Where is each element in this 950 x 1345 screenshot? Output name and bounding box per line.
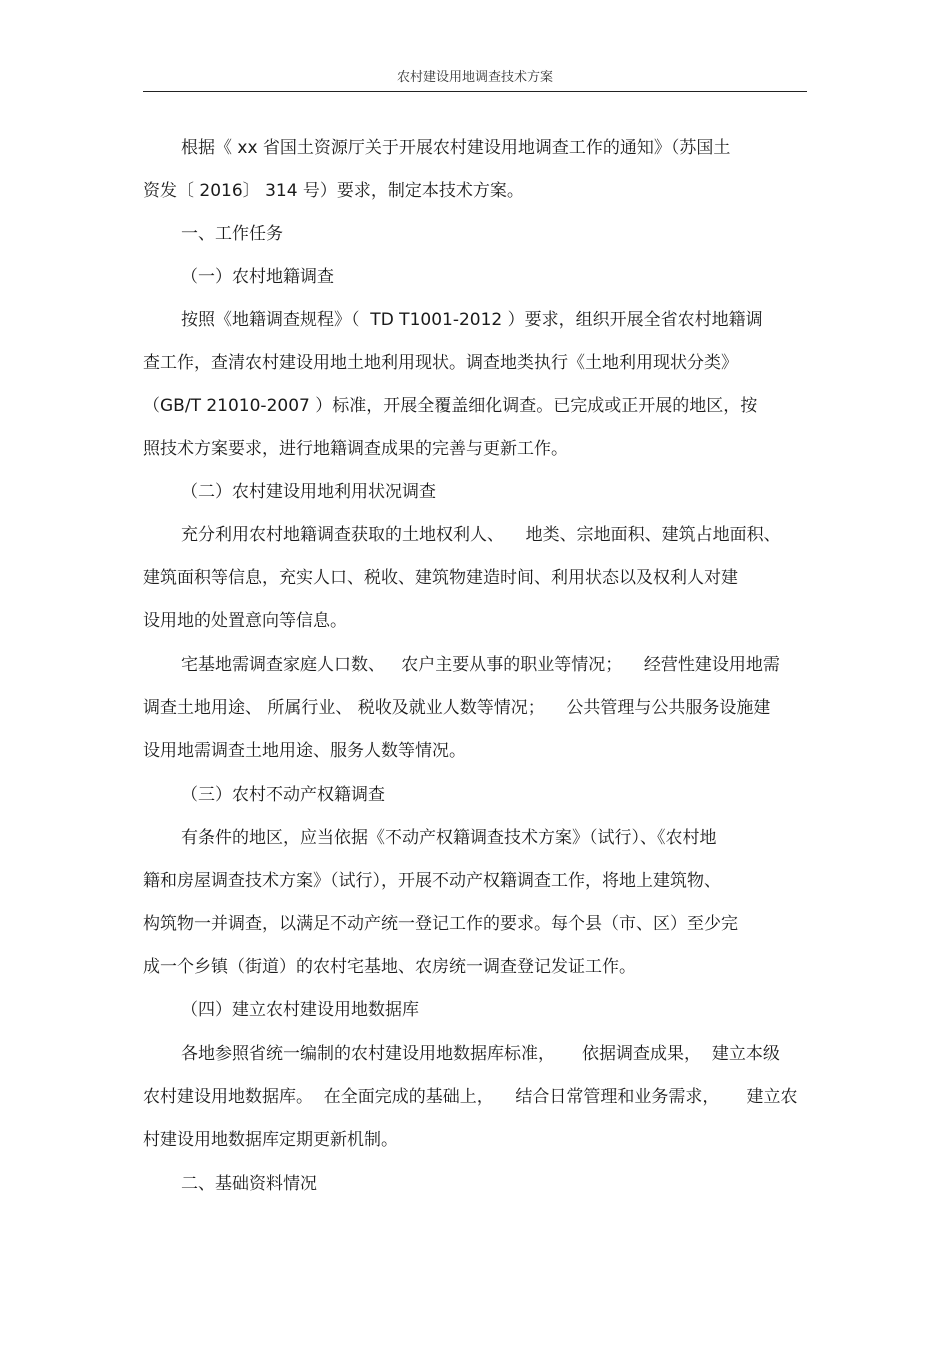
sub1-line-3: （GB/T 21010-2007 ）标准，开展全覆盖细化调查。已完成或正开展的地区，按 [143, 396, 758, 416]
sub2-p1-line-1: 充分利用农村地籍调查获取的土地权利人、 地类、宗地面积、建筑占地面积、 [181, 525, 781, 545]
page-header-title: 农村建设用地调查技术方案 [396, 70, 553, 85]
sub2-p2-line-3: 设用地需调查土地用途、服务人数等情况。 [143, 741, 466, 761]
sub2-p2-line-1: 宅基地需调查家庭人口数、 农户主要从事的职业等情况； 经营性建设用地需 [181, 655, 780, 675]
sub2-p2-line-2: 调查土地用途、 所属行业、 税收及就业人数等情况； 公共管理与公共服务设施建 [143, 698, 771, 718]
sub3-line-3: 构筑物一并调查，以满足不动产统一登记工作的要求。每个县（市、区）至少完 [143, 914, 738, 934]
sub3-line-2: 籍和房屋调查技术方案》（试行），开展不动产权籍调查工作，将地上建筑物、 [143, 871, 721, 891]
sub4-line-3: 村建设用地数据库定期更新机制。 [143, 1130, 398, 1150]
header-divider [143, 91, 807, 92]
section1-heading: 一、工作任务 [181, 224, 283, 244]
sub1-line-2: 查工作，查清农村建设用地土地利用现状。调查地类执行《土地利用现状分类》 [143, 353, 738, 373]
sub1-line-1: 按照《地籍调查规程》（ TD T1001-2012 ）要求，组织开展全省农村地籍调 [181, 310, 763, 330]
sub1-line-4: 照技术方案要求，进行地籍调查成果的完善与更新工作。 [143, 439, 568, 459]
subsection2-heading: （二）农村建设用地利用状况调查 [181, 482, 436, 502]
sub2-p1-line-3: 设用地的处置意向等信息。 [143, 611, 347, 631]
intro-line-2: 资发〔 2016〕 314 号）要求，制定本技术方案。 [143, 181, 524, 201]
sub4-line-1: 各地参照省统一编制的农村建设用地数据库标准， 依据调查成果， 建立本级 [181, 1044, 780, 1064]
sub3-line-4: 成一个乡镇（街道）的农村宅基地、农房统一调查登记发证工作。 [143, 957, 636, 977]
sub2-p1-line-2: 建筑面积等信息，充实人口、税收、建筑物建造时间、利用状态以及权利人对建 [143, 568, 738, 588]
intro-line-1: 根据《 xx 省国土资源厅关于开展农村建设用地调查工作的通知》（苏国土 [181, 138, 731, 158]
sub3-line-1: 有条件的地区，应当依据《不动产权籍调查技术方案》（试行）、《农村地 [181, 828, 717, 848]
section2-heading: 二、基础资料情况 [181, 1174, 317, 1194]
subsection3-heading: （三）农村不动产权籍调查 [181, 785, 385, 805]
subsection1-heading: （一）农村地籍调查 [181, 267, 334, 287]
sub4-line-2: 农村建设用地数据库。 在全面完成的基础上， 结合日常管理和业务需求， 建立农 [143, 1087, 798, 1107]
subsection4-heading: （四）建立农村建设用地数据库 [181, 1000, 419, 1020]
